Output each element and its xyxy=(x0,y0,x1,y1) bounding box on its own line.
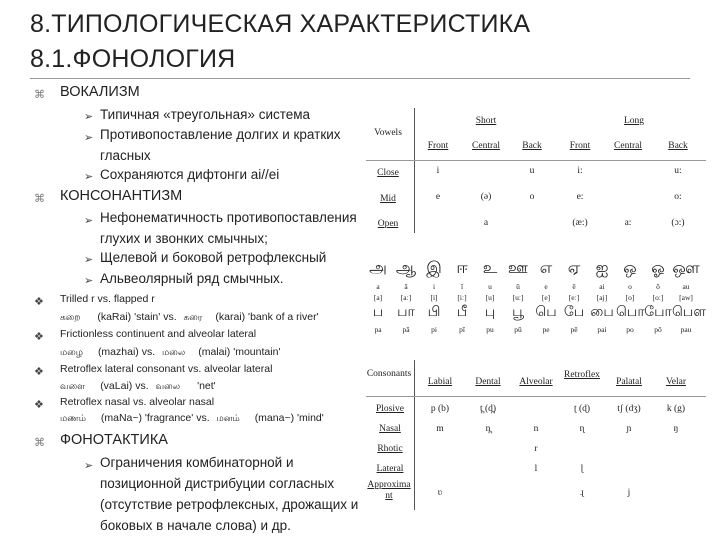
arrow-bullet-icon: ➢ xyxy=(84,111,94,123)
vowel-col-header: Back xyxy=(668,141,688,151)
vowel-row-label: Mid xyxy=(380,194,396,204)
vowel-cell: u xyxy=(529,166,535,176)
translit-label: pō xyxy=(654,325,662,334)
example-heading: Frictionless continuent and alveolar lateral xyxy=(60,328,257,340)
consonant-cell: ɭ xyxy=(580,464,584,474)
translit-label: ai xyxy=(599,282,605,291)
translit-label: pū xyxy=(514,325,522,334)
consonant-col-header: Palatal xyxy=(616,377,642,387)
tamil-word: கரை xyxy=(183,313,203,323)
consonant-cell: n̪ xyxy=(485,424,491,434)
translit-label: e xyxy=(544,282,548,291)
consonant-cell: ʋ xyxy=(437,488,443,498)
tamil-letter: ஓ xyxy=(651,258,665,277)
consonant-col-header: Velar xyxy=(665,377,687,387)
consonant-col-header: Dental xyxy=(475,377,501,387)
consonant-item: Щелевой и боковой ретрофлексный xyxy=(100,250,327,265)
consonant-cell: ɲ xyxy=(626,424,632,434)
consonant-cell: l xyxy=(534,464,538,474)
vowel-cell: o xyxy=(529,192,535,202)
consonant-cell: m xyxy=(436,424,444,434)
consonant-cell: tʃ (dʒ) xyxy=(617,404,641,414)
ipa-label: [iː] xyxy=(457,293,467,302)
tamil-word: மழை xyxy=(60,348,84,358)
example-line xyxy=(60,380,216,393)
translit-label: pā xyxy=(402,325,410,334)
translit-label: po xyxy=(626,325,634,334)
vowel-cell: u: xyxy=(674,166,682,176)
example-gloss: (kaRai) 'stain' vs. xyxy=(97,311,177,323)
vocal-heading: ВОКАЛИЗМ xyxy=(60,84,140,100)
tamil-letter: பு xyxy=(484,304,496,320)
tamil-letter: பி xyxy=(427,304,441,320)
example-gloss: (mana~) 'mind' xyxy=(254,412,324,424)
vowel-row-line xyxy=(366,160,706,161)
vocal-item: Сохраняются дифтонги ai//ei xyxy=(100,167,280,182)
diamond-bullet-icon: ❖ xyxy=(34,331,44,343)
consonant-row-line xyxy=(366,396,706,397)
consonant-table xyxy=(366,360,706,510)
script-row-pa xyxy=(364,304,706,338)
script-row-vowels xyxy=(364,258,700,306)
tamil-word: மனம் xyxy=(216,414,240,424)
tamil-letter: ஏ xyxy=(567,258,581,277)
tamil-letter: பொ xyxy=(616,304,645,320)
tamil-letter: பீ xyxy=(456,304,468,320)
translit-label: pē xyxy=(570,325,578,334)
consonant-col-header: Alveolar xyxy=(519,377,553,387)
tamil-letter: பா xyxy=(397,304,415,320)
vowel-table xyxy=(366,108,706,233)
example-gloss: (mazhai) vs. xyxy=(97,346,156,358)
consonant-cell: t̪ (d̪) xyxy=(479,404,497,414)
tamil-letter: ஈ xyxy=(456,258,468,277)
phonotactics-heading: ФОНОТАКТИКА xyxy=(60,432,168,448)
tamil-word: கறை xyxy=(60,313,81,323)
translit-label: u xyxy=(488,282,492,291)
translit-label: ū xyxy=(516,282,520,291)
tamil-word: வலை xyxy=(155,382,181,392)
consonant-cell: p (b) xyxy=(430,404,450,414)
vowel-row-label: Close xyxy=(377,168,399,178)
vowel-col-header: Front xyxy=(427,141,449,151)
ipa-label: [e] xyxy=(541,293,551,302)
translit-label: pi xyxy=(431,325,437,334)
consonant-cell: ɻ xyxy=(580,488,584,498)
vowel-table-divider xyxy=(414,108,415,233)
consonant-table-divider xyxy=(414,360,415,510)
translit-label: ā xyxy=(404,282,408,291)
translit-label: au xyxy=(682,282,690,291)
tamil-letter: ஊ xyxy=(507,258,529,277)
tamil-letter: ஐ xyxy=(595,258,609,277)
title-divider xyxy=(30,78,690,79)
translit-label: pe xyxy=(542,325,550,334)
tamil-letter: இ xyxy=(426,258,442,277)
translit-label: ī xyxy=(460,282,464,291)
consonant-row-label: Lateral xyxy=(376,464,404,474)
ipa-label: [a] xyxy=(373,293,383,302)
vowel-col-header: Central xyxy=(614,141,642,151)
vocal-item: Типичная «треугольная» система xyxy=(100,107,311,122)
consonant-item: Нефонематичность противопоставления глухих и звонких смычных; xyxy=(100,210,357,246)
consonant-col-header: Retroflex xyxy=(564,370,600,380)
tamil-letter: போ xyxy=(644,304,672,320)
ipa-label: [eː] xyxy=(568,293,580,302)
arrow-bullet-icon: ➢ xyxy=(84,132,94,144)
ipa-label: [aj] xyxy=(596,293,608,302)
vowel-col-header: Back xyxy=(522,141,542,151)
vowel-cell: a xyxy=(483,218,489,228)
ipa-label: [i] xyxy=(430,293,438,302)
tamil-letter: பூ xyxy=(512,304,524,320)
ipa-label: [oː] xyxy=(652,293,664,302)
example-gloss: (karai) 'bank of a river' xyxy=(215,311,319,323)
arrow-bullet-icon: ➢ xyxy=(84,254,94,266)
vowel-table-label: Vowels xyxy=(374,128,402,138)
consonant-row-label: Nasal xyxy=(379,424,401,434)
translit-label: i xyxy=(432,282,436,291)
vowel-cell: i xyxy=(436,166,440,176)
consonant-table-label: Consonants xyxy=(366,369,412,379)
tamil-word: மணம் xyxy=(60,414,86,424)
consonant-cell: j xyxy=(627,488,631,498)
vowel-group-long: Long xyxy=(623,116,645,126)
translit-label: pī xyxy=(459,325,465,334)
example-heading: Retroflex lateral consonant vs. alveolar lateral xyxy=(60,363,273,375)
diamond-bullet-icon: ❖ xyxy=(34,399,44,411)
consonant-col-header: Labial xyxy=(427,377,453,387)
consonant-row-label: Plosive xyxy=(376,404,404,414)
vowel-cell: (ə) xyxy=(480,192,492,202)
tamil-letter: பை xyxy=(590,304,614,320)
crossed-bullet-icon: ⌘ xyxy=(34,89,45,101)
example-gloss: 'net' xyxy=(197,380,216,392)
example-line xyxy=(60,412,324,425)
translit-label: a xyxy=(376,282,380,291)
consonant-cell: ɳ xyxy=(579,424,585,434)
consonant-cell: k (g) xyxy=(666,404,686,414)
example-gloss: (maNa~) 'fragrance' vs. xyxy=(100,412,210,424)
vowel-cell: (æ:) xyxy=(572,218,588,228)
translit-label: o xyxy=(628,282,632,291)
ipa-label: [uː] xyxy=(512,293,524,302)
vowel-group-short: Short xyxy=(475,116,497,126)
example-gloss: (malai) 'mountain' xyxy=(198,346,281,358)
example-heading: Retroflex nasal vs. alveolar nasal xyxy=(60,396,215,408)
tamil-letter: எ xyxy=(539,258,553,277)
arrow-bullet-icon: ➢ xyxy=(84,275,94,287)
vowel-cell: i: xyxy=(577,166,583,176)
vowel-col-header: Central xyxy=(472,141,500,151)
page-subtitle: 8.1.ФОНОЛОГИЯ xyxy=(30,45,236,73)
vowel-cell: o: xyxy=(674,192,682,202)
ipa-label: [o] xyxy=(625,293,635,302)
consonant-item: Альвеолярный ряд смычных. xyxy=(100,271,284,286)
ipa-label: [aw] xyxy=(679,293,693,302)
example-line xyxy=(60,311,319,324)
vowel-cell: e xyxy=(435,192,441,202)
crossed-bullet-icon: ⌘ xyxy=(34,437,45,449)
translit-label: ē xyxy=(572,282,576,291)
tamil-letter: ப xyxy=(372,304,384,320)
tamil-letter: பௌ xyxy=(672,304,706,320)
ipa-label: [u] xyxy=(485,293,495,302)
ipa-label: [aː] xyxy=(400,293,412,302)
example-heading: Trilled r vs. flapped r xyxy=(60,293,155,305)
consonant-cell: ŋ xyxy=(673,424,679,434)
tamil-word: மலை xyxy=(162,348,186,358)
consonant-cell: r xyxy=(534,444,538,454)
tamil-letter: ஆ xyxy=(395,258,417,277)
vowel-row-label: Open xyxy=(377,219,399,229)
translit-label: pa xyxy=(374,325,382,334)
translit-label: pu xyxy=(486,325,494,334)
tamil-letter: ஒ xyxy=(623,258,637,277)
vowel-cell: e: xyxy=(576,192,584,202)
consonant-cell: n xyxy=(533,424,539,434)
arrow-bullet-icon: ➢ xyxy=(84,460,94,472)
translit-label: pai xyxy=(597,325,607,334)
consonant-row-label: Rhotic xyxy=(377,444,403,454)
consonant-row-label: Approximant xyxy=(367,480,411,501)
tamil-letter: உ xyxy=(482,258,498,277)
tamil-letter: அ xyxy=(369,258,387,277)
arrow-bullet-icon: ➢ xyxy=(84,215,94,227)
diamond-bullet-icon: ❖ xyxy=(34,296,44,308)
tamil-word: வளை xyxy=(60,382,86,392)
translit-label: ō xyxy=(656,282,660,291)
example-line xyxy=(60,346,280,359)
page-title: 8.ТИПОЛОГИЧЕСКАЯ ХАРАКТЕРИСТИКА xyxy=(30,10,531,38)
consonant-heading: КОНСОНАНТИЗМ xyxy=(60,188,183,204)
translit-label: pau xyxy=(680,325,692,334)
tamil-letter: பெ xyxy=(535,304,557,320)
vowel-cell: a: xyxy=(624,218,632,228)
consonant-cell: ʈ (ɖ) xyxy=(573,404,591,414)
example-gloss: (vaLai) vs. xyxy=(100,380,149,392)
tamil-letter: பே xyxy=(563,304,585,320)
arrow-bullet-icon: ➢ xyxy=(84,171,94,183)
phonotactics-text: Ограничения комбинаторной и позиционной дистрибуции согласных (отсутствие ретрофлексных, дрожащих и боковых в начале слова) и др. xyxy=(100,455,359,533)
vocal-item: Противопоставление долгих и кратких гласных xyxy=(100,127,341,163)
vowel-cell: (ɔ:) xyxy=(671,218,685,228)
tamil-letter: ஔ xyxy=(672,258,700,277)
vowel-col-header: Front xyxy=(569,141,591,151)
crossed-bullet-icon: ⌘ xyxy=(34,193,45,205)
diamond-bullet-icon: ❖ xyxy=(34,366,44,378)
